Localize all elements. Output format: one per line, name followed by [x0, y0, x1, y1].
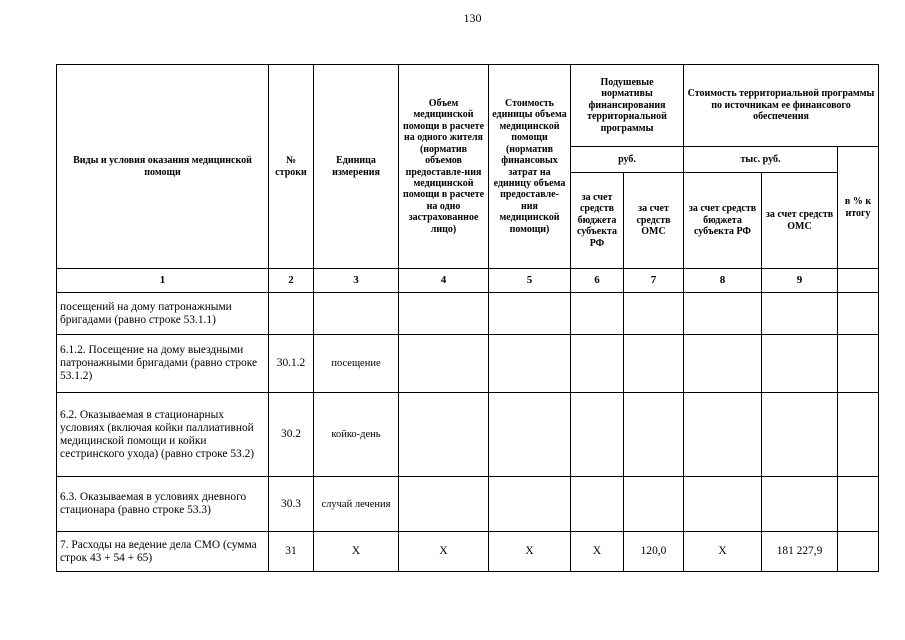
row-percent	[838, 335, 879, 393]
header-oms: за счет средств ОМС	[624, 173, 684, 269]
financing-table	[56, 64, 879, 572]
row-number	[269, 293, 314, 335]
row-unit: посещение	[314, 335, 399, 393]
header-budget-subject-2: за счет средств бюджета субъекта РФ	[684, 173, 762, 269]
header-oms-2: за счет средств ОМС	[762, 173, 838, 269]
header-cost-source-group: Стоимость территориальной программы по источникам ее финансового обеспечения	[684, 65, 879, 147]
row-cost: Х	[489, 532, 571, 572]
row-budget-rub	[571, 335, 624, 393]
row-percent	[838, 393, 879, 477]
row-budget-rub	[571, 393, 624, 477]
column-number: 3	[314, 269, 399, 293]
row-budget-rub	[571, 293, 624, 335]
header-unit-thousand-rub: тыс. руб.	[684, 147, 838, 173]
header-percapita-group: Подушевые нормативы финансирования территориальной программы	[571, 65, 684, 147]
row-cost	[489, 335, 571, 393]
row-budget-thousand	[684, 335, 762, 393]
row-number: 30.3	[269, 477, 314, 532]
header-kinds: Виды и условия оказания медицинской помощи	[57, 65, 269, 269]
column-number: 7	[624, 269, 684, 293]
row-volume	[399, 335, 489, 393]
row-oms-thousand	[762, 335, 838, 393]
page-number: 130	[463, 11, 482, 25]
row-volume	[399, 393, 489, 477]
row-oms-rub	[624, 293, 684, 335]
column-number-empty	[838, 269, 879, 293]
column-number: 9	[762, 269, 838, 293]
row-percent	[838, 532, 879, 572]
row-unit: случай лечения	[314, 477, 399, 532]
column-number: 8	[684, 269, 762, 293]
header-unit: Единица измерения	[314, 65, 399, 269]
table-row	[57, 293, 879, 335]
table-row	[57, 477, 879, 532]
row-cost	[489, 293, 571, 335]
row-number: 30.2	[269, 393, 314, 477]
row-oms-rub	[624, 393, 684, 477]
row-cost	[489, 477, 571, 532]
row-budget-rub: Х	[571, 532, 624, 572]
row-percent	[838, 477, 879, 532]
row-volume	[399, 293, 489, 335]
header-volume: Объем медицинской помощи в расчете на одного жителя (норматив объемов предоставле-ния медицинской помощи в расчете на одно застрахованное лицо)	[399, 65, 489, 269]
table-body	[57, 293, 879, 572]
row-description: 7. Расходы на ведение дела СМО (сумма строк 43 + 54 + 65)	[57, 532, 269, 572]
row-oms-thousand	[762, 293, 838, 335]
row-description: посещений на дому патронажными бригадами (равно строке 53.1.1)	[57, 293, 269, 335]
column-numbers-row	[57, 269, 879, 293]
row-budget-thousand	[684, 293, 762, 335]
column-number: 6	[571, 269, 624, 293]
table-row	[57, 532, 879, 572]
header-budget-subject: за счет средств бюджета субъекта РФ	[571, 173, 624, 269]
header-row-no: № строки	[269, 65, 314, 269]
row-budget-thousand	[684, 393, 762, 477]
row-number: 31	[269, 532, 314, 572]
column-number: 1	[57, 269, 269, 293]
row-oms-rub	[624, 477, 684, 532]
row-oms-thousand	[762, 393, 838, 477]
header-unit-rub: руб.	[571, 147, 684, 173]
row-unit	[314, 293, 399, 335]
row-cost	[489, 393, 571, 477]
row-percent	[838, 293, 879, 335]
column-number: 4	[399, 269, 489, 293]
row-budget-rub	[571, 477, 624, 532]
row-oms-rub: 120,0	[624, 532, 684, 572]
column-number: 5	[489, 269, 571, 293]
header-cost: Стоимость единицы объема медицинской помощи (норматив финансовых затрат на единицу объема предоставле-ния медицинской помощи)	[489, 65, 571, 269]
header-percent-total: в % к итогу	[838, 147, 879, 269]
table-row	[57, 335, 879, 393]
row-description: 6.3. Оказываемая в условиях дневного стационара (равно строке 53.3)	[57, 477, 269, 532]
row-volume: Х	[399, 532, 489, 572]
row-description: 6.1.2. Посещение на дому выездными патронажными бригадами (равно строке 53.1.2)	[57, 335, 269, 393]
row-volume	[399, 477, 489, 532]
row-oms-thousand: 181 227,9	[762, 532, 838, 572]
row-unit: койко-день	[314, 393, 399, 477]
row-budget-thousand	[684, 477, 762, 532]
row-description: 6.2. Оказываемая в стационарных условиях (включая койки паллиативной медицинской помощи и койки сестринского ухода) (равно строке 53.2)	[57, 393, 269, 477]
row-oms-rub	[624, 335, 684, 393]
row-number: 30.1.2	[269, 335, 314, 393]
table-header	[57, 65, 879, 293]
row-budget-thousand: Х	[684, 532, 762, 572]
table-row	[57, 393, 879, 477]
column-number: 2	[269, 269, 314, 293]
row-unit: Х	[314, 532, 399, 572]
row-oms-thousand	[762, 477, 838, 532]
